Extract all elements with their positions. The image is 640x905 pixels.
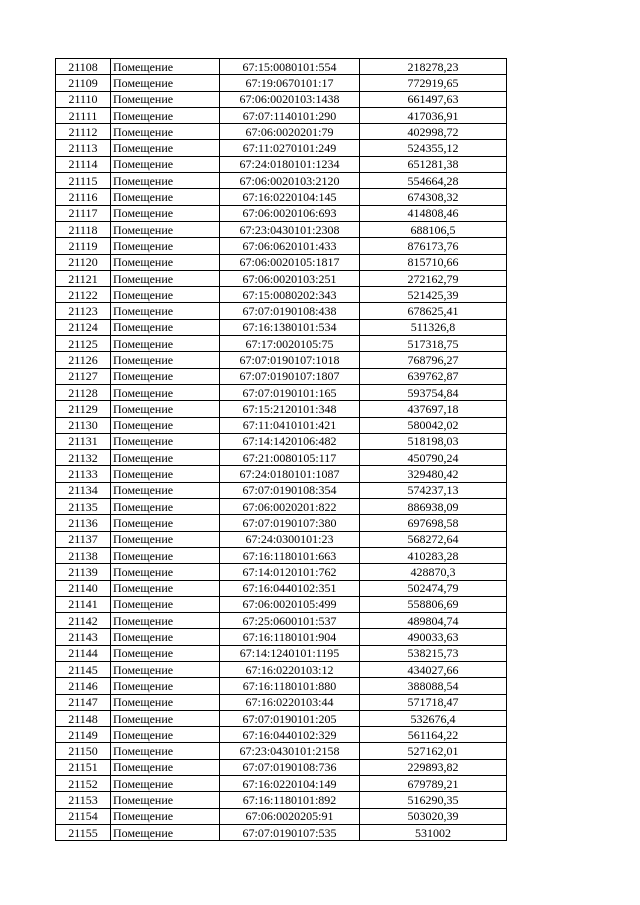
table-row <box>56 759 507 775</box>
table-row <box>56 482 507 498</box>
row-number-cell: 21124 <box>56 319 111 335</box>
value-cell: 502474,79 <box>360 580 507 596</box>
object-type-cell: Помещение <box>111 596 220 612</box>
object-type-cell: Помещение <box>111 808 220 824</box>
object-type-cell: Помещение <box>111 531 220 547</box>
cadastral-number-cell: 67:06:0020105:1817 <box>220 254 360 270</box>
row-number-cell: 21129 <box>56 401 111 417</box>
row-number-cell: 21150 <box>56 743 111 759</box>
table-row <box>56 417 507 433</box>
object-type-cell: Помещение <box>111 547 220 563</box>
object-type-cell: Помещение <box>111 629 220 645</box>
cadastral-number-cell: 67:15:2120101:348 <box>220 401 360 417</box>
object-type-cell: Помещение <box>111 319 220 335</box>
row-number-cell: 21133 <box>56 466 111 482</box>
row-number-cell: 21137 <box>56 531 111 547</box>
table-row <box>56 466 507 482</box>
object-type-cell: Помещение <box>111 776 220 792</box>
table-row <box>56 140 507 156</box>
cadastral-number-cell: 67:23:0430101:2158 <box>220 743 360 759</box>
cadastral-number-cell: 67:21:0080105:117 <box>220 450 360 466</box>
object-type-cell: Помещение <box>111 694 220 710</box>
table-row <box>56 743 507 759</box>
table-row <box>56 531 507 547</box>
table-row <box>56 59 507 75</box>
row-number-cell: 21125 <box>56 336 111 352</box>
table-row <box>56 515 507 531</box>
value-cell: 402998,72 <box>360 124 507 140</box>
row-number-cell: 21113 <box>56 140 111 156</box>
value-cell: 218278,23 <box>360 59 507 75</box>
table-row <box>56 678 507 694</box>
object-type-cell: Помещение <box>111 270 220 286</box>
property-table <box>55 58 507 841</box>
cadastral-number-cell: 67:06:0020103:2120 <box>220 173 360 189</box>
object-type-cell: Помещение <box>111 384 220 400</box>
row-number-cell: 21153 <box>56 792 111 808</box>
object-type-cell: Помещение <box>111 221 220 237</box>
row-number-cell: 21110 <box>56 91 111 107</box>
cadastral-number-cell: 67:14:1420106:482 <box>220 433 360 449</box>
cadastral-number-cell: 67:16:0440102:329 <box>220 727 360 743</box>
row-number-cell: 21115 <box>56 173 111 189</box>
object-type-cell: Помещение <box>111 75 220 91</box>
cadastral-number-cell: 67:16:1180101:904 <box>220 629 360 645</box>
value-cell: 886938,09 <box>360 499 507 515</box>
table-row <box>56 287 507 303</box>
value-cell: 428870,3 <box>360 564 507 580</box>
object-type-cell: Помещение <box>111 727 220 743</box>
object-type-cell: Помещение <box>111 450 220 466</box>
row-number-cell: 21142 <box>56 613 111 629</box>
row-number-cell: 21143 <box>56 629 111 645</box>
cadastral-number-cell: 67:07:0190107:1018 <box>220 352 360 368</box>
table-row <box>56 124 507 140</box>
row-number-cell: 21130 <box>56 417 111 433</box>
value-cell: 768796,27 <box>360 352 507 368</box>
row-number-cell: 21114 <box>56 156 111 172</box>
value-cell: 679789,21 <box>360 776 507 792</box>
value-cell: 410283,28 <box>360 547 507 563</box>
table-row <box>56 433 507 449</box>
value-cell: 561164,22 <box>360 727 507 743</box>
row-number-cell: 21134 <box>56 482 111 498</box>
row-number-cell: 21123 <box>56 303 111 319</box>
cadastral-number-cell: 67:16:1180101:892 <box>220 792 360 808</box>
table-row <box>56 645 507 661</box>
table-row <box>56 776 507 792</box>
value-cell: 538215,73 <box>360 645 507 661</box>
row-number-cell: 21154 <box>56 808 111 824</box>
object-type-cell: Помещение <box>111 564 220 580</box>
cadastral-number-cell: 67:16:1180101:663 <box>220 547 360 563</box>
cadastral-number-cell: 67:14:1240101:1195 <box>220 645 360 661</box>
object-type-cell: Помещение <box>111 515 220 531</box>
row-number-cell: 21144 <box>56 645 111 661</box>
cadastral-number-cell: 67:16:1180101:880 <box>220 678 360 694</box>
table-row <box>56 564 507 580</box>
object-type-cell: Помещение <box>111 580 220 596</box>
table-row <box>56 824 507 840</box>
object-type-cell: Помещение <box>111 466 220 482</box>
cadastral-number-cell: 67:07:0190101:205 <box>220 710 360 726</box>
cadastral-number-cell: 67:16:0220103:44 <box>220 694 360 710</box>
object-type-cell: Помещение <box>111 336 220 352</box>
row-number-cell: 21126 <box>56 352 111 368</box>
table-row <box>56 629 507 645</box>
cadastral-number-cell: 67:24:0300101:23 <box>220 531 360 547</box>
value-cell: 490033,63 <box>360 629 507 645</box>
object-type-cell: Помещение <box>111 710 220 726</box>
object-type-cell: Помещение <box>111 417 220 433</box>
table-row <box>56 156 507 172</box>
value-cell: 580042,02 <box>360 417 507 433</box>
table-row <box>56 661 507 677</box>
row-number-cell: 21116 <box>56 189 111 205</box>
table-row <box>56 336 507 352</box>
object-type-cell: Помещение <box>111 287 220 303</box>
table-row <box>56 221 507 237</box>
value-cell: 437697,18 <box>360 401 507 417</box>
row-number-cell: 21122 <box>56 287 111 303</box>
row-number-cell: 21131 <box>56 433 111 449</box>
value-cell: 489804,74 <box>360 613 507 629</box>
value-cell: 574237,13 <box>360 482 507 498</box>
table-row <box>56 91 507 107</box>
table-row <box>56 368 507 384</box>
value-cell: 554664,28 <box>360 173 507 189</box>
object-type-cell: Помещение <box>111 303 220 319</box>
cadastral-number-cell: 67:16:0220104:149 <box>220 776 360 792</box>
object-type-cell: Помещение <box>111 205 220 221</box>
cadastral-number-cell: 67:17:0020105:75 <box>220 336 360 352</box>
cadastral-number-cell: 67:07:1140101:290 <box>220 107 360 123</box>
cadastral-number-cell: 67:11:0410101:421 <box>220 417 360 433</box>
table-row <box>56 727 507 743</box>
object-type-cell: Помещение <box>111 238 220 254</box>
value-cell: 558806,69 <box>360 596 507 612</box>
table-row <box>56 808 507 824</box>
value-cell: 450790,24 <box>360 450 507 466</box>
table-row <box>56 596 507 612</box>
row-number-cell: 21109 <box>56 75 111 91</box>
cadastral-number-cell: 67:24:0180101:1234 <box>220 156 360 172</box>
cadastral-number-cell: 67:15:0080202:343 <box>220 287 360 303</box>
value-cell: 532676,4 <box>360 710 507 726</box>
property-table-body <box>56 59 507 841</box>
value-cell: 414808,46 <box>360 205 507 221</box>
row-number-cell: 21147 <box>56 694 111 710</box>
row-number-cell: 21132 <box>56 450 111 466</box>
row-number-cell: 21146 <box>56 678 111 694</box>
value-cell: 527162,01 <box>360 743 507 759</box>
value-cell: 568272,64 <box>360 531 507 547</box>
cadastral-number-cell: 67:16:1380101:534 <box>220 319 360 335</box>
row-number-cell: 21152 <box>56 776 111 792</box>
object-type-cell: Помещение <box>111 156 220 172</box>
value-cell: 571718,47 <box>360 694 507 710</box>
value-cell: 651281,38 <box>360 156 507 172</box>
row-number-cell: 21149 <box>56 727 111 743</box>
cadastral-number-cell: 67:06:0020103:251 <box>220 270 360 286</box>
table-row <box>56 613 507 629</box>
object-type-cell: Помещение <box>111 792 220 808</box>
cadastral-number-cell: 67:07:0190108:438 <box>220 303 360 319</box>
value-cell: 688106,5 <box>360 221 507 237</box>
cadastral-number-cell: 67:07:0190108:354 <box>220 482 360 498</box>
row-number-cell: 21135 <box>56 499 111 515</box>
row-number-cell: 21145 <box>56 661 111 677</box>
row-number-cell: 21155 <box>56 824 111 840</box>
value-cell: 661497,63 <box>360 91 507 107</box>
cadastral-number-cell: 67:07:0190107:380 <box>220 515 360 531</box>
row-number-cell: 21148 <box>56 710 111 726</box>
object-type-cell: Помещение <box>111 124 220 140</box>
table-row <box>56 254 507 270</box>
object-type-cell: Помещение <box>111 140 220 156</box>
cadastral-number-cell: 67:06:0020201:79 <box>220 124 360 140</box>
object-type-cell: Помещение <box>111 824 220 840</box>
table-row <box>56 580 507 596</box>
row-number-cell: 21151 <box>56 759 111 775</box>
cadastral-number-cell: 67:07:0190107:1807 <box>220 368 360 384</box>
cadastral-number-cell: 67:06:0020105:499 <box>220 596 360 612</box>
object-type-cell: Помещение <box>111 91 220 107</box>
cadastral-number-cell: 67:06:0020201:822 <box>220 499 360 515</box>
value-cell: 593754,84 <box>360 384 507 400</box>
table-row <box>56 401 507 417</box>
row-number-cell: 21136 <box>56 515 111 531</box>
value-cell: 531002 <box>360 824 507 840</box>
value-cell: 434027,66 <box>360 661 507 677</box>
cadastral-number-cell: 67:06:0020205:91 <box>220 808 360 824</box>
value-cell: 516290,35 <box>360 792 507 808</box>
value-cell: 388088,54 <box>360 678 507 694</box>
row-number-cell: 21120 <box>56 254 111 270</box>
row-number-cell: 21112 <box>56 124 111 140</box>
table-row <box>56 270 507 286</box>
value-cell: 229893,82 <box>360 759 507 775</box>
object-type-cell: Помещение <box>111 645 220 661</box>
object-type-cell: Помещение <box>111 433 220 449</box>
row-number-cell: 21140 <box>56 580 111 596</box>
table-row <box>56 238 507 254</box>
value-cell: 511326,8 <box>360 319 507 335</box>
table-row <box>56 547 507 563</box>
cadastral-number-cell: 67:11:0270101:249 <box>220 140 360 156</box>
value-cell: 678625,41 <box>360 303 507 319</box>
object-type-cell: Помещение <box>111 499 220 515</box>
cadastral-number-cell: 67:07:0190101:165 <box>220 384 360 400</box>
value-cell: 815710,66 <box>360 254 507 270</box>
value-cell: 524355,12 <box>360 140 507 156</box>
value-cell: 272162,79 <box>360 270 507 286</box>
object-type-cell: Помещение <box>111 368 220 384</box>
row-number-cell: 21128 <box>56 384 111 400</box>
row-number-cell: 21121 <box>56 270 111 286</box>
object-type-cell: Помещение <box>111 482 220 498</box>
row-number-cell: 21117 <box>56 205 111 221</box>
row-number-cell: 21127 <box>56 368 111 384</box>
object-type-cell: Помещение <box>111 352 220 368</box>
row-number-cell: 21111 <box>56 107 111 123</box>
value-cell: 518198,03 <box>360 433 507 449</box>
cadastral-number-cell: 67:15:0080101:554 <box>220 59 360 75</box>
cadastral-number-cell: 67:06:0020103:1438 <box>220 91 360 107</box>
table-row <box>56 710 507 726</box>
table-row <box>56 319 507 335</box>
value-cell: 417036,91 <box>360 107 507 123</box>
value-cell: 772919,65 <box>360 75 507 91</box>
cadastral-number-cell: 67:14:0120101:762 <box>220 564 360 580</box>
row-number-cell: 21119 <box>56 238 111 254</box>
object-type-cell: Помещение <box>111 661 220 677</box>
table-row <box>56 352 507 368</box>
value-cell: 674308,32 <box>360 189 507 205</box>
cadastral-number-cell: 67:23:0430101:2308 <box>220 221 360 237</box>
row-number-cell: 21118 <box>56 221 111 237</box>
value-cell: 503020,39 <box>360 808 507 824</box>
table-row <box>56 792 507 808</box>
cadastral-number-cell: 67:16:0440102:351 <box>220 580 360 596</box>
object-type-cell: Помещение <box>111 173 220 189</box>
value-cell: 639762,87 <box>360 368 507 384</box>
cadastral-number-cell: 67:06:0620101:433 <box>220 238 360 254</box>
object-type-cell: Помещение <box>111 189 220 205</box>
object-type-cell: Помещение <box>111 254 220 270</box>
table-row <box>56 205 507 221</box>
object-type-cell: Помещение <box>111 743 220 759</box>
object-type-cell: Помещение <box>111 107 220 123</box>
cadastral-number-cell: 67:07:0190107:535 <box>220 824 360 840</box>
row-number-cell: 21108 <box>56 59 111 75</box>
value-cell: 876173,76 <box>360 238 507 254</box>
table-row <box>56 107 507 123</box>
table-row <box>56 173 507 189</box>
object-type-cell: Помещение <box>111 613 220 629</box>
cadastral-number-cell: 67:25:0600101:537 <box>220 613 360 629</box>
cadastral-number-cell: 67:16:0220104:145 <box>220 189 360 205</box>
cadastral-number-cell: 67:06:0020106:693 <box>220 205 360 221</box>
value-cell: 697698,58 <box>360 515 507 531</box>
value-cell: 517318,75 <box>360 336 507 352</box>
object-type-cell: Помещение <box>111 678 220 694</box>
table-row <box>56 75 507 91</box>
table-row <box>56 189 507 205</box>
row-number-cell: 21139 <box>56 564 111 580</box>
table-row <box>56 450 507 466</box>
cadastral-number-cell: 67:07:0190108:736 <box>220 759 360 775</box>
cadastral-number-cell: 67:16:0220103:12 <box>220 661 360 677</box>
row-number-cell: 21141 <box>56 596 111 612</box>
cadastral-number-cell: 67:19:0670101:17 <box>220 75 360 91</box>
table-row <box>56 499 507 515</box>
row-number-cell: 21138 <box>56 547 111 563</box>
value-cell: 521425,39 <box>360 287 507 303</box>
table-row <box>56 694 507 710</box>
table-row <box>56 384 507 400</box>
object-type-cell: Помещение <box>111 759 220 775</box>
cadastral-number-cell: 67:24:0180101:1087 <box>220 466 360 482</box>
value-cell: 329480,42 <box>360 466 507 482</box>
object-type-cell: Помещение <box>111 59 220 75</box>
object-type-cell: Помещение <box>111 401 220 417</box>
table-row <box>56 303 507 319</box>
